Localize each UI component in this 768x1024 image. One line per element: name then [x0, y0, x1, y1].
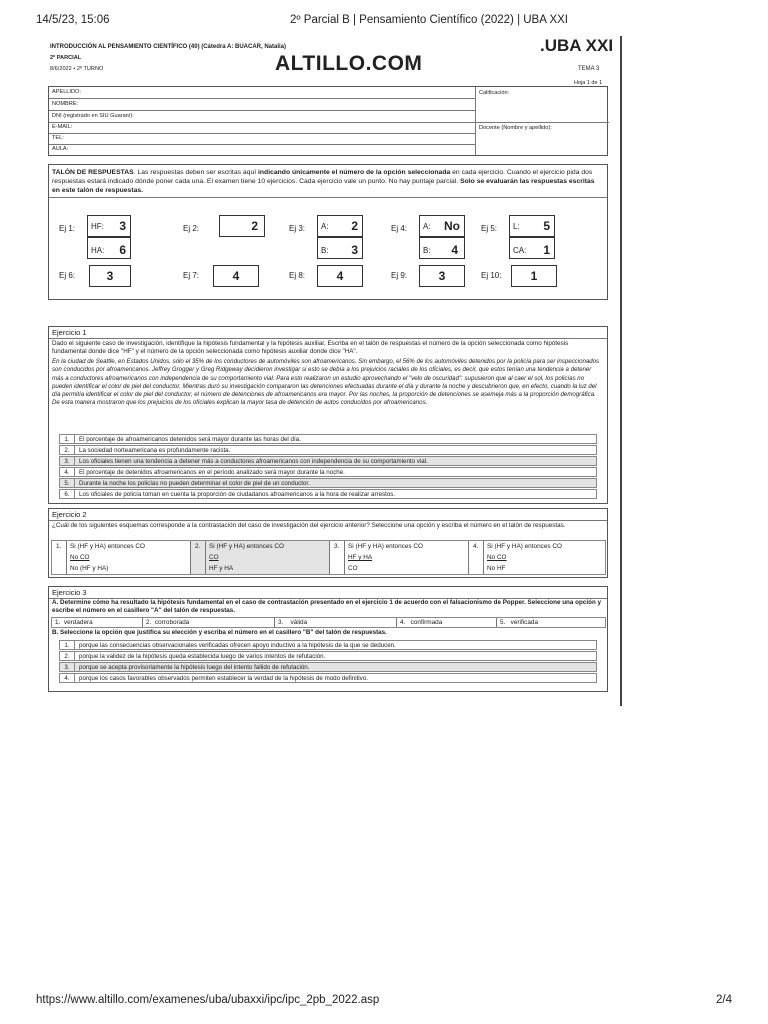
apellido-field[interactable]: APELLIDO: — [52, 89, 81, 95]
uba-logo: .UBA XXI — [540, 36, 614, 55]
ej9-label: Ej 9: — [391, 271, 408, 280]
scheme-option-4[interactable]: 4. Si (HF y HA) entonces CO No CO No HF — [473, 543, 562, 572]
page-edge — [620, 36, 622, 706]
print-url[interactable]: https://www.altillo.com/examenes/uba/ubaxxi/ipc/ipc_2pb_2022.asp — [36, 994, 380, 1006]
ej3-label: Ej 3: — [289, 224, 306, 233]
ex1-option-6[interactable]: 6. Los oficiales de policía toman en cuenta la proporción de ciudadanos afroamericanos a la hora de realizar arrestos. — [59, 489, 597, 499]
ej8-label: Ej 8: — [289, 271, 306, 280]
b-option-3[interactable]: 3. porque se acepta provisoriamente la hipótesis luego del intento fallido de refutación. — [59, 662, 597, 672]
exercise-3-part-b: B. Seleccione la opción que justifica su elección y escriba el número en el casillero "B" del talón de respuestas. — [52, 629, 387, 636]
ex1-option-2[interactable]: 2. La sociedad norteamericana es profundamente racista. — [59, 445, 597, 455]
scheme-option-1[interactable]: 1. Si (HF y HA) entonces CO No CO No (HF y HA) — [56, 543, 145, 572]
b-option-4[interactable]: 4. porque los casos favorables observados permiten establecer la verdad de la hipótesis de modo definitivo. — [59, 673, 597, 683]
exercise-1-prompt: Dado el siguiente caso de investigación, identifique la hipótesis fundamental y la hipótesis auxiliar. Escriba en el talón de respuestas el número de la opción seleccionada como hipótesis fundamental donde dice "HF" y el número de la opción seleccionada como hipótesis auxiliar donde dice "HA". — [52, 340, 569, 356]
ej7-box[interactable]: 4 — [213, 265, 259, 287]
a-option-2[interactable]: 2. corroborada — [146, 619, 190, 626]
a-option-1[interactable]: 1. verdadera — [55, 619, 93, 626]
tema-label: TEMA 3 — [578, 66, 600, 72]
ex1-option-3[interactable]: 3. Los oficiales tienen una tendencia a detener más a conductores afroamericanos con independencia de su comportamiento vial. — [59, 456, 597, 466]
ej5-label: Ej 5: — [481, 224, 498, 233]
scheme-option-2[interactable]: 2. Si (HF y HA) entonces CO CO HF y HA — [191, 541, 329, 574]
exercise-3 — [48, 586, 608, 692]
exercise-2-prompt: ¿Cuál de los siguientes esquemas corresponde a la contrastación del caso de investigación del ejercicio anterior? Seleccione una opción y escriba el número en el talón de respuestas. — [52, 522, 566, 529]
scheme-option-3[interactable]: 3. Si (HF y HA) entonces CO HF y HA CO — [334, 543, 423, 572]
ej5-l-box[interactable]: L: 5 — [509, 215, 555, 237]
a-option-3[interactable]: 3. válida — [278, 619, 308, 626]
ej5-ca-box[interactable]: CA: 1 — [509, 237, 555, 259]
partial-label: 2º PARCIAL — [50, 55, 82, 61]
tel-field[interactable]: TEL: — [52, 135, 64, 141]
hoja-label: Hoja 1 de 1 — [574, 80, 603, 86]
ej1-hf-box[interactable]: HF: 3 — [87, 215, 131, 237]
answer-sheet-instructions: TALÓN DE RESPUESTAS. Las respuestas deben ser escritas aquí indicando únicamente el número de la opción seleccionada en cada ejercicio. Cuando el ejercicio pida dos respuestas estará indicado dónde poner cada una. El examen tiene 10 ejercicios. Cada ejercicio vale un punto. No hay puntaje parcial. Solo se evaluarán las respuestas escritas en este talón de respuestas. — [52, 169, 595, 194]
ej8-box[interactable]: 4 — [317, 265, 363, 287]
ex1-option-1[interactable]: 1. El porcentaje de afroamericanos detenidos será mayor durante las horas del día. — [59, 434, 597, 444]
exercise-2-title: Ejercicio 2 — [52, 510, 87, 519]
a-option-5[interactable]: 5. verificada — [500, 619, 539, 626]
scheme-table — [51, 540, 606, 575]
exercise-3-title: Ejercicio 3 — [52, 588, 87, 597]
course-title: INTRODUCCIÓN AL PENSAMIENTO CIENTÍFICO (40) (Cátedra A: BUACAR, Natalia) — [50, 44, 287, 50]
ej6-label: Ej 6: — [59, 271, 76, 280]
dni-field[interactable]: DNI (registrado en SIU Guaraní): — [52, 113, 134, 119]
docente-field: Docente (Nombre y apellido): — [479, 125, 552, 131]
ej10-box[interactable]: 1 — [511, 265, 557, 287]
ex1-option-5[interactable]: 5. Durante la noche los policías no pueden determinar el color de piel de un conductor. — [59, 478, 597, 488]
exam-page — [40, 36, 616, 706]
ej10-label: Ej 10: — [481, 271, 502, 280]
ej6-box[interactable]: 3 — [89, 265, 131, 287]
nombre-field[interactable]: NOMBRE: — [52, 101, 79, 107]
exercise-3-part-a: A. Determine cómo ha resultado la hipótesis fundamental en el caso de contrastación presentado en el ejercicio 1 de acuerdo con el falsacionismo de Popper. Seleccione una opción y escribe el número en el casillero "A" del talón de respuestas. — [52, 599, 602, 615]
print-page-number: 2/4 — [716, 994, 732, 1006]
print-datetime: 14/5/23, 15:06 — [36, 14, 110, 26]
ej4-a-box[interactable]: A: No — [419, 215, 465, 237]
ej2-box[interactable]: 2 — [219, 215, 265, 237]
ej3-b-box[interactable]: B: 3 — [317, 237, 363, 259]
site-watermark: ALTILLO.COM — [275, 52, 423, 75]
ej1-label: Ej 1: — [59, 224, 76, 233]
email-field[interactable]: E-MAIL: — [52, 124, 73, 130]
exercise-1-case: En la ciudad de Seattle, en Estados Unidos, sólo el 35% de los conductores de automóviles son afroamericanos. Sin embargo, el 56% de los automóviles detenidos por la policía para ser inspeccionados son conducidos por afroamericanos. Jeffrey Grogger y Greg Ridgeway decidieron investigar si esto se debía a los prejuicios raciales de los oficiales, es decir, que estos tenían una tendencia a detener más a conductores afroamericanos con independencia de su comportamiento vial. Para esto realizaron un estudio aprovechando el "velo de oscuridad": supusieron que al caer el sol, los policías no pueden identificar el color de piel del conductor. Mientras duró su investigación compararon las detenciones efectuadas durante el día y durante la noche y descubrieron que, en efecto, cuando la luz del día permitía identificar el color de piel del conductor, el número de detenciones de afroamericanos era mayor. Por las noches, la proporción de detenciones se asemeja más a la proporción demográfica. De esta manera mostraron que los prejuicios de los oficiales explican la mayor tasa de detención de autos conducidos por afroamericanos. — [52, 358, 600, 407]
ex1-option-4[interactable]: 4. El porcentaje de detenidos afroamericanos en el período analizado será mayor durante la noche. — [59, 467, 597, 477]
calificacion-field: Calificación: — [479, 90, 510, 96]
exercise-1-title: Ejercicio 1 — [52, 328, 87, 337]
ej1-ha-box[interactable]: HA: 6 — [87, 237, 131, 259]
a-option-4[interactable]: 4. confirmada — [400, 619, 443, 626]
answer-sheet — [48, 164, 608, 300]
ej4-b-box[interactable]: B: 4 — [419, 237, 465, 259]
exercise-1 — [48, 326, 608, 504]
aula-field[interactable]: AULA: — [52, 146, 69, 152]
b-option-1[interactable]: 1. porque las consecuencias observacionales verificadas ofrecen apoyo inductivo a la hipótesis de la que se deducen. — [59, 640, 597, 650]
print-page-title: 2º Parcial B | Pensamiento Científico (2022) | UBA XXI — [290, 14, 568, 26]
part-a-options — [51, 617, 606, 628]
student-info-box — [48, 86, 608, 156]
ej4-label: Ej 4: — [391, 224, 408, 233]
b-option-2[interactable]: 2. porque la validez de la hipótesis queda establecida luego de varios intentos de refutación. — [59, 651, 597, 661]
ej2-label: Ej 2: — [183, 224, 200, 233]
exercise-2 — [48, 508, 608, 578]
ej3-a-box[interactable]: A: 2 — [317, 215, 363, 237]
ej9-box[interactable]: 3 — [419, 265, 465, 287]
date-turn: 8/6/2022 • 2º TURNO — [50, 66, 104, 72]
ej7-label: Ej 7: — [183, 271, 200, 280]
